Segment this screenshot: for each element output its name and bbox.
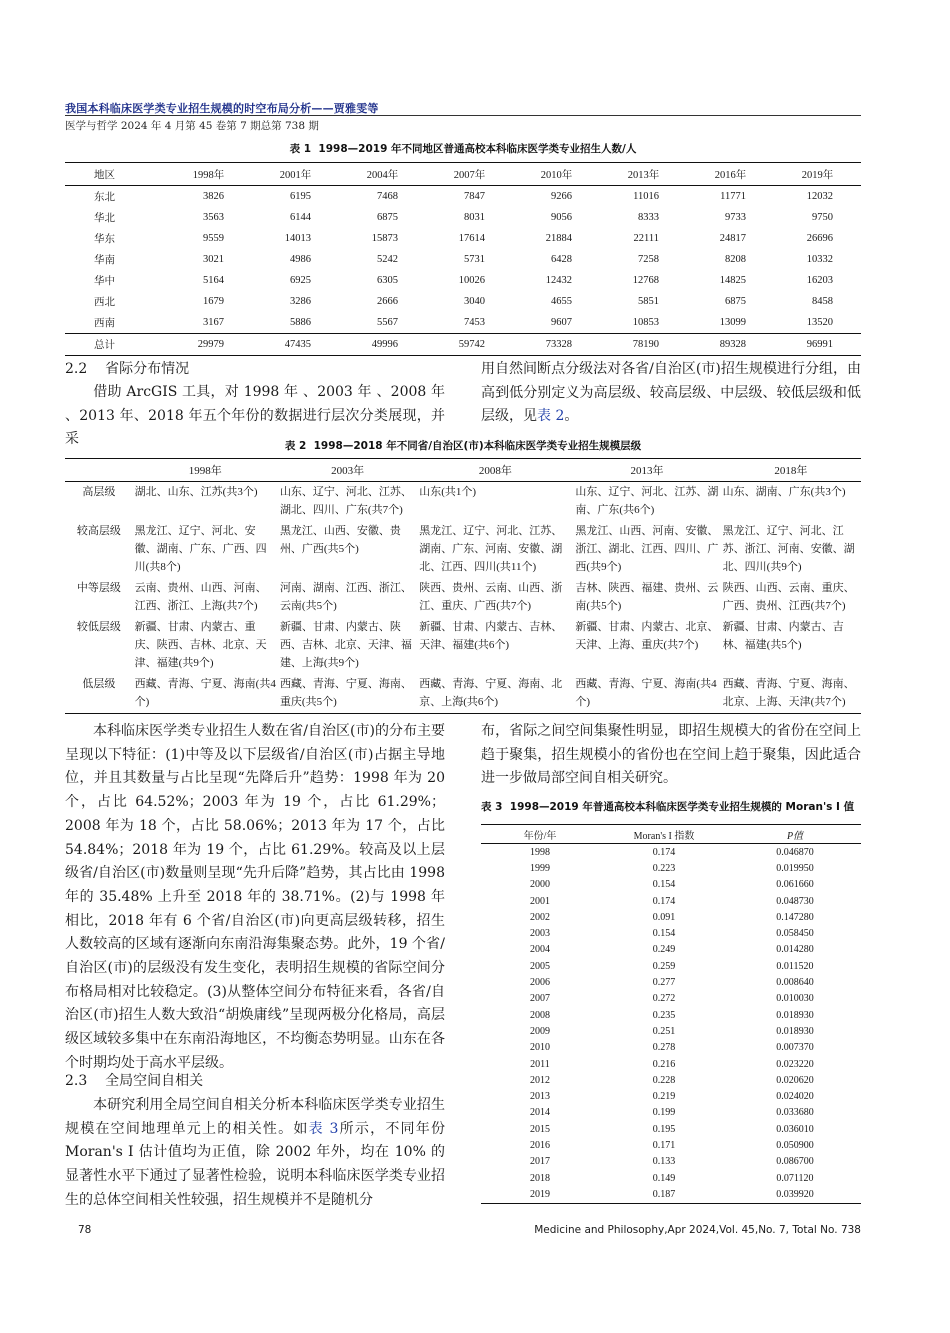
p-value-cell: 0.058450 — [776, 928, 814, 940]
section-2-2-right-end: 。 — [564, 408, 579, 425]
table-row — [65, 521, 861, 578]
province-list-cell: 西藏、青海、宁夏、海南、北京、上海(共6个) — [417, 674, 573, 714]
table1-caption-text: 1998—2019 年不同地区普通高校本科临床医学类专业招生人数/人 — [318, 143, 637, 155]
year-cell: 2001 — [530, 895, 550, 907]
table-row — [481, 1121, 861, 1137]
section-2-3-number: 2.3 — [65, 1073, 88, 1089]
p-value-cell: 0.010030 — [776, 993, 814, 1005]
value-cell: 3167 — [203, 317, 224, 328]
region-cell: 华中 — [94, 276, 115, 287]
table1 — [65, 162, 861, 356]
table1-header-cell: 2019年 — [774, 163, 861, 186]
p-value-cell: 0.033680 — [776, 1107, 814, 1119]
value-cell: 10026 — [458, 275, 485, 286]
table-row — [481, 860, 861, 876]
table3-caption-text: 1998—2019 年普通高校本科临床医学类专业招生规模的 Moran's I 值 — [509, 801, 855, 813]
table2-header-cell: 2018年 — [721, 459, 861, 482]
value-cell: 89328 — [687, 334, 774, 356]
p-value-cell: 0.023220 — [776, 1058, 814, 1070]
value-cell: 4655 — [551, 296, 572, 307]
region-cell: 华东 — [94, 234, 115, 245]
table-row — [481, 1137, 861, 1153]
value-cell: 1679 — [203, 296, 224, 307]
value-cell: 9266 — [551, 191, 572, 202]
table2-header-cell: 2003年 — [278, 459, 417, 482]
section-2-2-right-text: 用自然间断点分级法对各省/自治区(市)招生规模进行分组，由高到低分别定义为高层级、较高层级、中层级、较低层级和低层级，见 — [481, 361, 861, 425]
region-cell: 东北 — [94, 192, 115, 203]
table-row — [481, 1040, 861, 1056]
year-cell: 2009 — [530, 1025, 550, 1037]
value-cell: 21884 — [545, 233, 572, 244]
value-cell: 10853 — [632, 317, 659, 328]
value-cell: 9733 — [725, 212, 746, 223]
table-row — [481, 1186, 861, 1203]
header-rule — [65, 115, 861, 116]
value-cell: 10332 — [806, 254, 833, 265]
year-cell: 2008 — [530, 1009, 550, 1021]
table-row — [65, 291, 861, 312]
level-cell: 低层级 — [65, 674, 133, 714]
morans-i-cell: 0.235 — [652, 1009, 676, 1021]
year-cell: 2006 — [530, 977, 550, 989]
year-cell: 2005 — [530, 960, 550, 972]
table-row — [481, 974, 861, 990]
value-cell: 15873 — [371, 233, 398, 244]
province-list-cell: 湖北、山东、江苏(共3个) — [134, 486, 258, 498]
value-cell: 6925 — [290, 275, 311, 286]
value-cell: 3286 — [290, 296, 311, 307]
table-row — [65, 186, 861, 208]
morans-i-cell: 0.133 — [652, 1156, 676, 1168]
value-cell: 9607 — [551, 317, 572, 328]
value-cell: 73328 — [513, 334, 600, 356]
morans-i-cell: 0.174 — [652, 846, 676, 858]
p-value-cell: 0.061660 — [776, 879, 814, 891]
value-cell: 6875 — [377, 212, 398, 223]
province-list-cell: 西藏、青海、宁夏、海南(共4个) — [133, 674, 278, 714]
table-row — [481, 1088, 861, 1104]
value-cell: 6875 — [725, 296, 746, 307]
table-row — [65, 674, 861, 714]
table-row — [481, 1170, 861, 1186]
value-cell: 8031 — [464, 212, 485, 223]
morans-i-cell: 0.149 — [652, 1172, 676, 1184]
table-row — [65, 617, 861, 674]
value-cell: 7468 — [377, 191, 398, 202]
value-cell: 3040 — [464, 296, 485, 307]
year-cell: 1999 — [530, 862, 550, 874]
value-cell: 5164 — [203, 275, 224, 286]
morans-i-cell: 0.251 — [652, 1025, 676, 1037]
table-row — [481, 925, 861, 941]
section-2-3-title: 全局空间自相关 — [105, 1073, 204, 1089]
table2-header-cell: 1998年 — [133, 459, 278, 482]
section-2-3-paragraph — [65, 1094, 445, 1213]
province-list-cell: 吉林、陕西、福建、贵州、云南(共5个) — [575, 582, 719, 612]
p-value-cell: 0.011520 — [776, 960, 814, 972]
morans-i-cell: 0.216 — [652, 1058, 676, 1070]
province-list-cell: 新疆、甘肃、内蒙古、吉林、天津、福建(共6个) — [419, 621, 563, 651]
value-cell: 9559 — [203, 233, 224, 244]
table3-header-cell: Moran's I 指数 — [599, 825, 729, 844]
left-column-text: 本科临床医学类专业招生人数在省/自治区(市)的分布主要呈现以下特征：(1)中等及以下层级省/自治区(市)占据主导地位，并且其数量与占比呈现“先降后升”趋势：1998 年为 20 个，占比 64.52%；2003 年为 19 个，占比 61.29%；2008 年为 18 个，占比 58.06%；2013 年为 17 个，占比 54.84%；2018 年为 19 个，占比 61.29%。较高及以上层级省/自治区(市)数量则呈现“先升后降”趋势，其占比由 1998 年的 35.48% 上升至 2018 年的 38.71%。(2)与 1998 年相比，2018 年有 6 个省/自治区(市)向更高层级转移，招生人数较高的区域有逐渐向东南沿海集聚态势。此外，19 个省/自治区(市)的层级没有发生变化，表明招生规模的省际空间分布格局相对比较稳定。(3)从整体空间分布特征来看，各省/自治区(市)招生人数大致沿“胡焕庸线”呈现两极分化格局，高层级区域较多集中在东南沿海地区，不均衡态势明显。山东在各个时期均处于高水平层级。 — [65, 723, 445, 1071]
morans-i-cell: 0.187 — [599, 1186, 729, 1203]
province-list-cell: 黑龙江、山西、安徽、贵州、广西(共5个) — [279, 525, 401, 555]
p-value-cell: 0.039920 — [729, 1186, 861, 1203]
table3-header-cell: 年份/年 — [481, 825, 599, 844]
table1-header-cell: 2004年 — [339, 163, 426, 186]
value-cell: 7258 — [638, 254, 659, 265]
table2-header-cell: 2013年 — [573, 459, 720, 482]
table-row — [481, 942, 861, 958]
value-cell: 9750 — [812, 212, 833, 223]
value-cell: 11016 — [633, 191, 659, 202]
value-cell: 8208 — [725, 254, 746, 265]
province-list-cell: 黑龙江、辽宁、河北、江苏、浙江、河南、安徽、湖北、四川(共9个) — [722, 525, 855, 573]
table-row — [481, 844, 861, 861]
value-cell: 96991 — [774, 334, 861, 356]
province-list-cell: 西藏、青海、宁夏、海南、北京、上海、天津(共7个) — [721, 674, 861, 714]
value-cell: 2666 — [377, 296, 398, 307]
province-list-cell: 黑龙江、辽宁、河北、安徽、湖南、广东、广西、四川(共8个) — [134, 525, 267, 573]
level-cell: 较低层级 — [76, 621, 121, 633]
table-row — [481, 893, 861, 909]
value-cell: 26696 — [806, 233, 833, 244]
value-cell: 3826 — [203, 191, 224, 202]
morans-i-cell: 0.154 — [652, 879, 676, 891]
table1-caption-number: 表 1 — [289, 143, 312, 155]
morans-i-cell: 0.259 — [652, 960, 676, 972]
table-row — [481, 877, 861, 893]
value-cell: 6195 — [290, 191, 311, 202]
year-cell: 1998 — [530, 846, 550, 858]
section-2-2-heading — [65, 358, 189, 382]
level-cell: 高层级 — [82, 486, 116, 498]
value-cell: 22111 — [633, 233, 659, 244]
morans-i-cell: 0.277 — [652, 977, 676, 989]
page-number: 78 — [78, 1224, 92, 1236]
year-cell: 2010 — [530, 1042, 550, 1054]
table-row — [481, 958, 861, 974]
region-cell: 华北 — [94, 213, 115, 224]
table3-caption — [481, 799, 861, 814]
table1-header-cell: 2016年 — [687, 163, 774, 186]
value-cell: 12432 — [545, 275, 572, 286]
value-cell: 5567 — [377, 317, 398, 328]
morans-i-cell: 0.272 — [652, 993, 676, 1005]
table-row — [481, 1007, 861, 1023]
year-cell: 2004 — [530, 944, 550, 956]
province-list-cell: 黑龙江、山西、河南、安徽、浙江、湖北、江西、四川、广西(共9个) — [575, 525, 719, 573]
morans-i-cell: 0.174 — [652, 895, 676, 907]
year-cell: 2018 — [530, 1172, 550, 1184]
table-row — [65, 482, 861, 522]
left-column-paragraph — [65, 720, 445, 1076]
p-value-cell: 0.086700 — [776, 1156, 814, 1168]
p-value-cell: 0.019950 — [776, 862, 814, 874]
table-row — [65, 270, 861, 291]
table-row — [481, 1154, 861, 1170]
region-cell: 西南 — [94, 318, 115, 329]
value-cell: 29979 — [165, 334, 252, 356]
value-cell: 5886 — [290, 317, 311, 328]
region-cell: 总计 — [65, 334, 165, 356]
value-cell: 13520 — [806, 317, 833, 328]
table2-header-cell — [65, 459, 133, 482]
p-value-cell: 0.050900 — [776, 1139, 814, 1151]
province-list-cell: 黑龙江、辽宁、河北、江苏、湖南、广东、河南、安徽、湖北、江西、四川(共11个) — [419, 525, 563, 573]
table1-header-cell: 地区 — [65, 163, 165, 186]
value-cell: 6144 — [290, 212, 311, 223]
year-cell: 2014 — [530, 1107, 550, 1119]
value-cell: 4986 — [290, 254, 311, 265]
p-value-cell: 0.014280 — [776, 944, 814, 956]
year-cell: 2015 — [530, 1123, 550, 1135]
value-cell: 8458 — [812, 296, 833, 307]
year-cell: 2016 — [530, 1139, 550, 1151]
value-cell: 7847 — [464, 191, 485, 202]
table-row — [65, 249, 861, 270]
province-list-cell: 西藏、青海、宁夏、海南、重庆(共5个) — [278, 674, 417, 714]
value-cell: 16203 — [806, 275, 833, 286]
journal-footer: Medicine and Philosophy,Apr 2024,Vol. 45,No. 7, Total No. 738 — [534, 1224, 861, 1236]
province-list-cell: 西藏、青海、宁夏、海南(共4个) — [573, 674, 720, 714]
morans-i-cell: 0.219 — [652, 1091, 676, 1103]
table2-caption-number: 表 2 — [284, 440, 307, 452]
value-cell: 24817 — [719, 233, 746, 244]
table3-header-row — [481, 825, 861, 844]
table-row — [481, 991, 861, 1007]
level-cell: 较高层级 — [76, 525, 121, 537]
value-cell: 12032 — [806, 191, 833, 202]
p-value-cell: 0.048730 — [776, 895, 814, 907]
year-cell: 2017 — [530, 1156, 550, 1168]
section-2-2-number: 2.2 — [65, 361, 88, 377]
province-list-cell: 陕西、贵州、云南、山西、浙江、重庆、广西(共7个) — [419, 582, 563, 612]
value-cell: 14013 — [284, 233, 311, 244]
year-cell: 2011 — [530, 1058, 550, 1070]
province-list-cell: 山东、辽宁、河北、江苏、湖南、广东(共6个) — [575, 486, 719, 516]
province-list-cell: 新疆、甘肃、内蒙古、北京、天津、上海、重庆(共7个) — [575, 621, 719, 651]
table2 — [65, 458, 861, 714]
value-cell: 7453 — [464, 317, 485, 328]
value-cell: 8333 — [638, 212, 659, 223]
p-value-cell: 0.071120 — [776, 1172, 814, 1184]
running-title: 我国本科临床医学类专业招生规模的时空布局分析——贾雅雯等 — [65, 102, 379, 115]
year-cell: 2002 — [530, 911, 550, 923]
table-row — [481, 1105, 861, 1121]
value-cell: 13099 — [719, 317, 746, 328]
table-row — [65, 334, 861, 356]
table1-header-row — [65, 163, 861, 186]
morans-i-cell: 0.228 — [652, 1074, 676, 1086]
morans-i-cell: 0.154 — [652, 928, 676, 940]
p-value-cell: 0.007370 — [776, 1042, 814, 1054]
p-value-cell: 0.020620 — [776, 1074, 814, 1086]
table1-header-cell: 1998年 — [165, 163, 252, 186]
province-list-cell: 新疆、甘肃、内蒙古、吉林、福建(共5个) — [722, 621, 844, 651]
region-cell: 华南 — [94, 255, 115, 266]
value-cell: 6305 — [377, 275, 398, 286]
year-cell: 2019 — [481, 1186, 599, 1203]
table2-header-cell: 2008年 — [417, 459, 573, 482]
table2-caption-text: 1998—2018 年不同省/自治区(市)本科临床医学类专业招生规模层级 — [313, 440, 642, 452]
province-list-cell: 云南、贵州、山西、河南、江西、浙江、上海(共7个) — [134, 582, 267, 612]
value-cell: 5851 — [638, 296, 659, 307]
province-list-cell: 山东、辽宁、河北、江苏、湖北、四川、广东(共7个) — [279, 486, 412, 516]
table-row — [481, 1072, 861, 1088]
section-2-3-text-b: 所示，不同年份 Moran's I 估计值均为正值，除 2002 年外，均在 10% 的显著性水平下通过了显著性检验，说明本科临床医学类专业招生的总体空间相关性较强，招生规模并不是随机分 — [65, 1120, 446, 1208]
table2-reference-link[interactable]: 表 2 — [537, 408, 565, 425]
value-cell: 14825 — [719, 275, 746, 286]
p-value-cell: 0.018930 — [776, 1009, 814, 1021]
province-list-cell: 河南、湖南、江西、浙江、云南(共5个) — [279, 582, 412, 612]
table3-caption-number: 表 3 — [481, 801, 503, 813]
province-list-cell: 新疆、甘肃、内蒙古、重庆、陕西、吉林、北京、天津、福建(共9个) — [134, 621, 267, 669]
province-list-cell: 陕西、山西、云南、重庆、广西、贵州、江西(共7个) — [722, 582, 855, 612]
section-2-2-title: 省际分布情况 — [105, 361, 190, 377]
value-cell: 5731 — [464, 254, 485, 265]
table1-header-cell: 2013年 — [600, 163, 687, 186]
p-value-cell: 0.018930 — [776, 1025, 814, 1037]
province-list-cell: 山东(共1个) — [419, 486, 477, 498]
morans-i-cell: 0.171 — [652, 1139, 676, 1151]
province-list-cell: 新疆、甘肃、内蒙古、陕西、吉林、北京、天津、福建、上海(共9个) — [279, 621, 412, 669]
value-cell: 78190 — [600, 334, 687, 356]
table-row — [65, 207, 861, 228]
right-column-paragraph — [481, 720, 861, 791]
value-cell: 6428 — [551, 254, 572, 265]
year-cell: 2012 — [530, 1074, 550, 1086]
value-cell: 3563 — [203, 212, 224, 223]
table-row — [481, 1056, 861, 1072]
section-2-3-heading — [65, 1070, 203, 1094]
table3 — [481, 824, 861, 1204]
value-cell: 47435 — [252, 334, 339, 356]
value-cell: 9056 — [551, 212, 572, 223]
p-value-cell: 0.147280 — [776, 911, 814, 923]
table3-reference-link[interactable]: 表 3 — [308, 1120, 339, 1137]
journal-issue-line: 医学与哲学 2024 年 4 月第 45 卷第 7 期总第 738 期 — [65, 120, 319, 132]
table1-header-cell: 2007年 — [426, 163, 513, 186]
value-cell: 59742 — [426, 334, 513, 356]
value-cell: 17614 — [458, 233, 485, 244]
value-cell: 3021 — [203, 254, 224, 265]
right-column-text: 布，省际之间空间集聚性明显，即招生规模大的省份在空间上趋于聚集，招生规模小的省份也在空间上趋于聚集，因此适合进一步做局部空间自相关研究。 — [481, 723, 861, 787]
morans-i-cell: 0.091 — [652, 911, 676, 923]
year-cell: 2013 — [530, 1091, 550, 1103]
table1-header-cell: 2001年 — [252, 163, 339, 186]
p-value-cell: 0.024020 — [776, 1091, 814, 1103]
table-row — [65, 228, 861, 249]
value-cell: 49996 — [339, 334, 426, 356]
table2-header-row — [65, 459, 861, 482]
section-2-3-text-a: 本研究利用全局空间自相关分析本科临床医学类专业招生规模在空间地理单元上的相关性。如 — [65, 1097, 445, 1137]
morans-i-cell: 0.195 — [652, 1123, 676, 1135]
morans-i-cell: 0.249 — [652, 944, 676, 956]
value-cell: 12768 — [632, 275, 659, 286]
level-cell: 中等层级 — [76, 582, 121, 594]
morans-i-cell: 0.223 — [652, 862, 676, 874]
p-value-cell: 0.046870 — [776, 846, 814, 858]
section-2-2-left-text: 借助 ArcGIS 工具，对 1998 年 、2003 年 、2008 年 、2013 年、2018 年五个年份的数据进行层次分类展现，并采 — [65, 384, 445, 448]
value-cell: 5242 — [377, 254, 398, 265]
table2-caption — [65, 438, 861, 453]
p-value-cell: 0.008640 — [776, 977, 814, 989]
table3-header-cell: P值 — [729, 825, 861, 844]
year-cell: 2000 — [530, 879, 550, 891]
year-cell: 2007 — [530, 993, 550, 1005]
year-cell: 2003 — [530, 928, 550, 940]
section-2-2-right-paragraph — [481, 358, 861, 429]
table-row — [65, 578, 861, 617]
region-cell: 西北 — [94, 297, 115, 308]
table1-caption — [65, 141, 861, 156]
value-cell: 11771 — [720, 191, 746, 202]
table-row — [481, 909, 861, 925]
p-value-cell: 0.036010 — [776, 1123, 814, 1135]
table-row — [481, 1023, 861, 1039]
province-list-cell: 山东、湖南、广东(共3个) — [722, 486, 846, 498]
morans-i-cell: 0.199 — [652, 1107, 676, 1119]
table1-header-cell: 2010年 — [513, 163, 600, 186]
morans-i-cell: 0.278 — [652, 1042, 676, 1054]
table-row — [65, 312, 861, 334]
